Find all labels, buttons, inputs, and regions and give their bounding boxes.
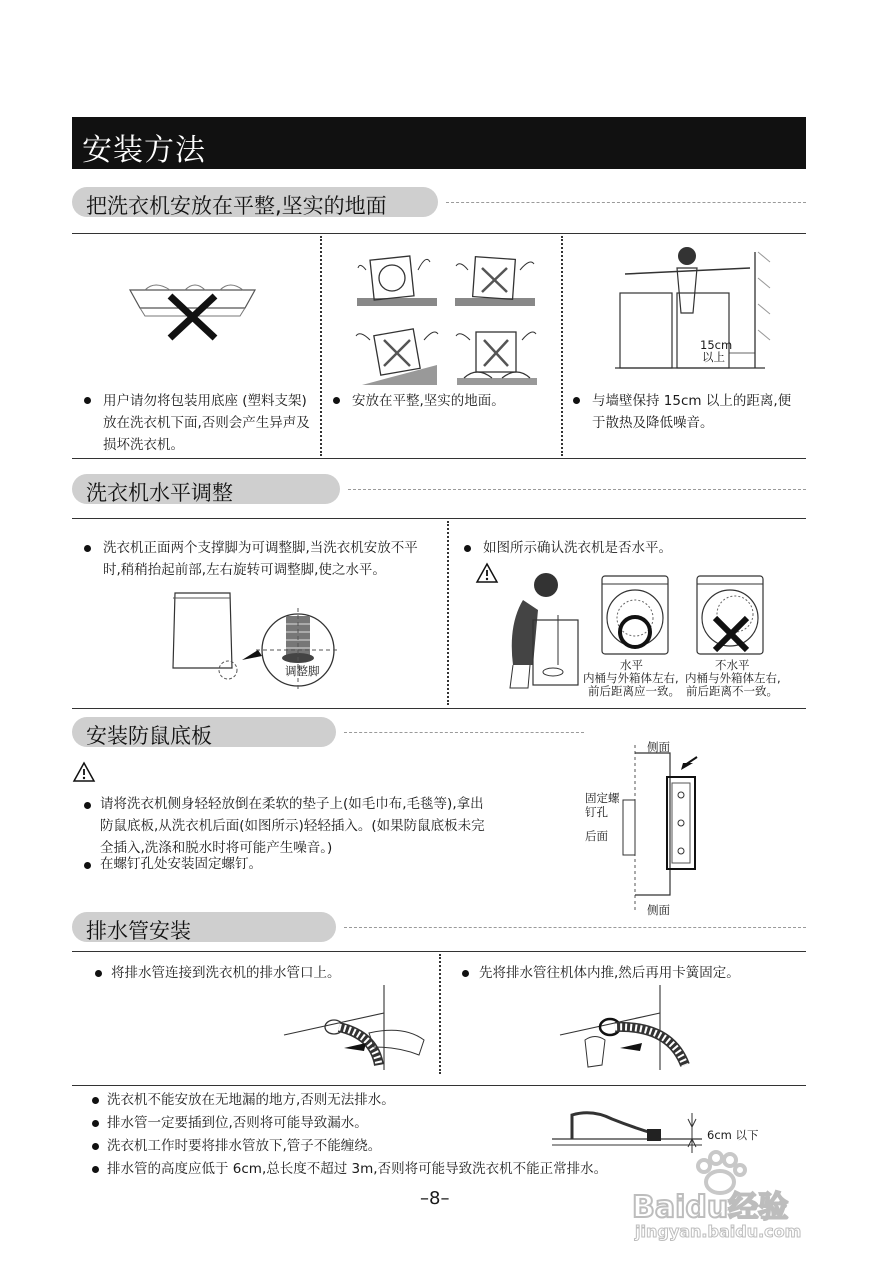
drain-hose-connect-illustration xyxy=(284,985,434,1070)
back-label: 后面 xyxy=(585,829,608,843)
bullet xyxy=(92,1143,99,1150)
drain-note: 洗衣机工作时要将排水管放下,管子不能缠绕。 xyxy=(107,1138,382,1154)
warning-icon xyxy=(73,762,95,782)
floor-comparison-illustration xyxy=(352,240,542,390)
section1-col1-text: 用户请勿将包装用底座 (塑料支架)放在洗衣机下面,否则会产生异声及损坏洗衣机。 xyxy=(103,393,310,453)
person-checking-level-illustration xyxy=(498,570,590,692)
bullet xyxy=(462,970,469,977)
rodent-guard-plate-illustration xyxy=(615,745,705,915)
level-tub-illustration xyxy=(600,574,670,656)
section-heading-1: 把洗衣机安放在平整,坚实的地面 xyxy=(72,187,438,217)
column-divider xyxy=(320,236,322,456)
base-stand-illustration xyxy=(125,278,260,343)
level-desc: 内桶与外箱体左右, xyxy=(583,671,679,685)
bullet xyxy=(92,1120,99,1127)
section4-left-text: 将排水管连接到洗衣机的排水管口上。 xyxy=(111,965,341,981)
section4-right-text: 先将排水管往机体内推,然后再用卡簧固定。 xyxy=(479,965,740,981)
section-heading-4: 排水管安装 xyxy=(72,912,336,942)
bullet xyxy=(95,970,102,977)
bullet xyxy=(573,397,580,404)
column-divider xyxy=(561,236,563,456)
watermark-url: jingyan.baidu.com xyxy=(635,1222,802,1241)
section-bottom-rule xyxy=(72,458,806,459)
bullet xyxy=(92,1166,99,1173)
drain-note: 洗衣机不能安放在无地漏的地方,否则无法排水。 xyxy=(107,1092,395,1108)
screw-hole-label: 钉孔 xyxy=(585,805,608,819)
bullet xyxy=(464,545,471,552)
page-number: –8– xyxy=(420,1188,450,1209)
level-title: 水平 xyxy=(620,658,643,672)
bullet xyxy=(84,545,91,552)
not-level-title: 不水平 xyxy=(715,658,750,672)
level-desc: 前后距离应一致。 xyxy=(588,684,680,698)
height-limit-label: 6cm 以下 xyxy=(707,1128,759,1142)
drain-height-illustration xyxy=(552,1105,712,1160)
section3-bullet2: 在螺钉孔处安装固定螺钉。 xyxy=(100,856,262,872)
section-top-rule xyxy=(72,518,806,519)
drain-note: 排水管的高度应低于 6cm,总长度不超过 3m,否则将可能导致洗衣机不能正常排水。 xyxy=(107,1161,608,1177)
page-title-bar xyxy=(72,117,806,169)
heading-dash xyxy=(344,732,584,733)
adjustable-foot-illustration xyxy=(170,588,350,698)
bullet xyxy=(84,397,91,404)
bullet xyxy=(333,397,340,404)
section-top-rule xyxy=(72,951,806,952)
watermark-brand: Baidu经验 xyxy=(632,1190,789,1225)
section-top-rule xyxy=(72,233,806,234)
side-label-top: 侧面 xyxy=(647,740,670,754)
drain-note: 排水管一定要插到位,否则将可能导致漏水。 xyxy=(107,1115,368,1131)
column-divider xyxy=(447,521,449,705)
not-level-tub-illustration xyxy=(695,574,765,656)
wall-distance-label: 以上 xyxy=(702,350,725,364)
warning-icon xyxy=(476,563,498,583)
wall-distance-illustration xyxy=(615,238,775,370)
not-level-desc: 前后距离不一致。 xyxy=(686,684,778,698)
column-divider xyxy=(439,954,441,1074)
side-label-bottom: 侧面 xyxy=(647,903,670,917)
section3-bullet1: 请将洗衣机侧身轻轻放倒在柔软的垫子上(如毛巾布,毛毯等),拿出防鼠底板,从洗衣机后面(如图所示)轻轻插入。(如果防鼠底板未完全插入,洗涤和脱水时将可能产生噪音。) xyxy=(100,796,485,856)
bullet xyxy=(84,862,91,869)
heading-dash xyxy=(446,202,806,203)
drain-hose-clip-illustration xyxy=(560,985,710,1070)
page-title: 安装方法 xyxy=(82,133,206,168)
heading-dash xyxy=(344,927,806,928)
not-level-desc: 内桶与外箱体左右, xyxy=(685,671,781,685)
section-bottom-rule xyxy=(72,1085,806,1086)
wall-distance-label: 15cm xyxy=(700,338,733,352)
heading-dash xyxy=(348,489,806,490)
bullet xyxy=(84,802,91,809)
section-heading-3: 安装防鼠底板 xyxy=(72,717,336,747)
section-bottom-rule xyxy=(72,708,806,709)
screw-hole-label: 固定螺 xyxy=(585,791,620,805)
section2-right-text: 如图所示确认洗衣机是否水平。 xyxy=(483,540,672,556)
section1-col2-text: 安放在平整,坚实的地面。 xyxy=(352,393,505,409)
bullet xyxy=(92,1097,99,1104)
section-heading-2: 洗衣机水平调整 xyxy=(72,474,340,504)
section2-left-text: 洗衣机正面两个支撑脚为可调整脚,当洗衣机安放不平时,稍稍抬起前部,左右旋转可调整脚,使之水平。 xyxy=(103,540,418,578)
section1-col3-text: 与墙壁保持 15cm 以上的距离,便于散热及降低噪音。 xyxy=(592,393,792,431)
adjust-foot-label: 调整脚 xyxy=(285,664,320,678)
